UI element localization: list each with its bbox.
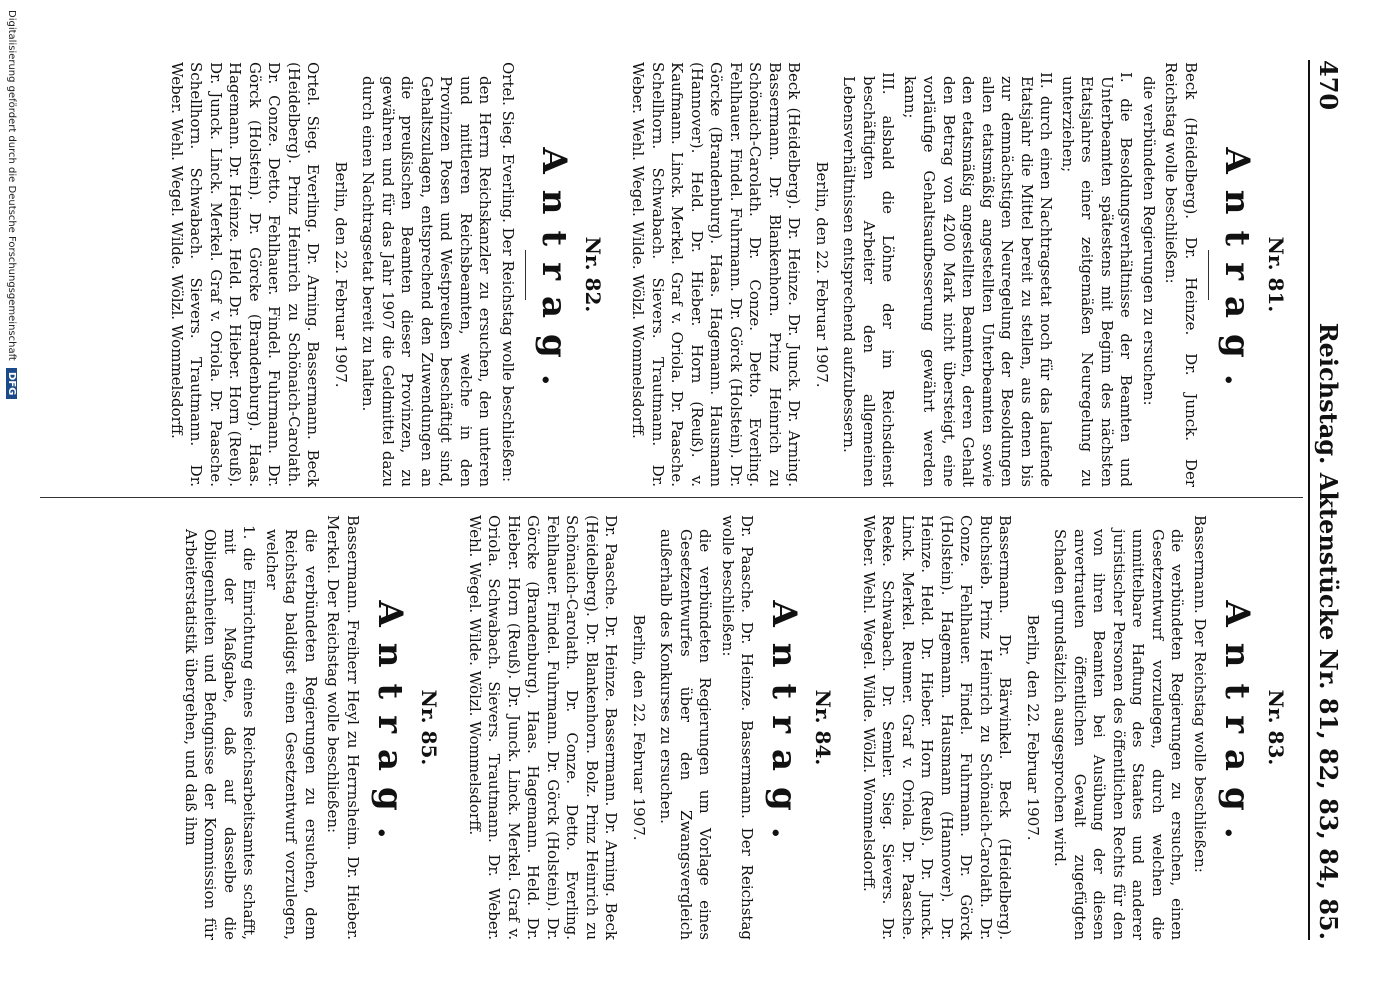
motion-number: Nr. 85.	[417, 689, 442, 766]
motion-82	[166, 62, 606, 487]
motion-83	[858, 515, 1289, 940]
running-title: Reichstag. Aktenstücke Nr. 81, 82, 83, 84, 85.	[1314, 322, 1343, 940]
motion-item: II. durch einen Nachtragsetat noch für das laufende Etatsjahr die Mittel bereit zu stellen, aus denen bis zur demnächstigen Neuregelung der Besoldungen allen etatsmäßig angestellten Unterbeamten sowie den etatsmäßig angestellten Beamten, deren Gehalt den Betrag von 4200 Mark nicht übersteigt, eine vorläufige Gehaltsaufbesserung gewährt werden kann;	[900, 72, 1056, 487]
motion-number: Nr. 82.	[580, 236, 605, 313]
motion-85	[180, 515, 442, 940]
right-column	[158, 515, 1297, 940]
signatories: Beck (Heidelberg). Dr. Heinze. Dr. Junck. Dr. Arning. Bassermann. Dr. Blankenhorn. Prinz Heinrich zu Schönaich-Carolath. Dr. Conze. Detto. Everling. Fehlhauer. Findel. Fuhrmann. Dr. Görck (Holstein). Dr. Görcke (Brandenburg). Haas. Hagemann. Hausmann (Hannover). Held. Dr. Hieber. Horn (Reuß). v. Kaufmann. Linck. Merkel. Graf v. Oriola. Dr. Paasche. Schellhorn. Schwabach. Sievers. Trautmann. Dr. Weber. Wehl. Wegel. Wilde. Wölzl. Wommelsdorff.	[629, 62, 804, 487]
motion-text: die verbündeten Regierungen um Vorlage eines Gesetzentwurfes über den Zwangsvergleich außerhalb des Konkurses zu ersuchen.	[657, 529, 715, 940]
motion-heading: Antrag.	[1217, 147, 1257, 402]
motion-81	[628, 62, 1289, 487]
header-rule	[1308, 60, 1310, 940]
motion-number: Nr. 83.	[1264, 689, 1288, 766]
motion-text: den Herrn Reichskanzler zu ersuchen, den unteren und mittleren Reichsbeamten, welche in den Provinzen Posen und Westpreußen beschäftigt sind, Gehaltszulagen, entsprechend den Zuwendungen an die preußischen Beamten dieser Provinzen, zu gewähren und für das Jahr 1907 die Geldmittel dazu durch einen Nachtragsetat bereit zu halten.	[359, 76, 495, 487]
left-column	[144, 62, 1297, 487]
motion-intro: Ortel. Sieg. Everling. Der Reichstag wolle beschließen:	[498, 62, 517, 482]
motion-intro: Bassermann. Freiherr Heyl zu Herrnsheim. Dr. Hieber. Merkel. Der Reichstag wolle beschließen:	[324, 515, 362, 940]
motion-intro: Bassermann. Der Reichstag wolle beschließen:	[1190, 515, 1209, 873]
credit-text: Digitalisierung gefördert durch die Deutsche Forschungsgemeinschaft	[6, 10, 17, 361]
signatories: Dr. Paasche. Dr. Heinze. Bassermann. Dr. Arning. Beck (Heidelberg). Dr. Blankenhorn. Bolz. Prinz Heinrich zu Schönaich-Carolath. Dr. Conze. Detto. Everling. Fehlhauer. Findel. Fuhrmann. Dr. Görck (Holstein). Dr. Görcke (Brandenburg). Haas. Hagemann. Held. Dr. Hieber. Horn (Reuß). Dr. Junck. Linck. Merkel. Graf v. Oriola. Schwabach. Sievers. Trautmann. Dr. Weber. Wehl. Wegel. Wilde. Wölzl. Wommelsdorff.	[465, 515, 621, 940]
motion-date: Berlin, den 22. Februar 1907.	[812, 161, 831, 388]
motion-intro: Dr. Paasche. Dr. Heinze. Bassermann. Der Reichstag wolle beschließen:	[718, 515, 757, 940]
digitization-credit	[6, 10, 17, 399]
column-divider	[40, 497, 1303, 498]
signatories: Ortel. Sieg. Everling. Dr. Arning. Bassermann. Beck (Heidelberg). Prinz Heinrich zu Schönaich-Carolath. Dr. Conze. Detto. Fehlhauer. Findel. Fuhrmann. Dr. Görck (Holstein). Dr. Görcke (Brandenburg). Haas. Hagemann. Dr. Heinze. Held. Dr. Hieber. Horn (Reuß). Dr. Junck. Linck. Merkel. Graf v. Oriola. Dr. Paasche. Schellhorn. Schwabach. Sievers. Trautmann. Dr. Weber. Wehl. Wegel. Wilde. Wölzl. Wommelsdorff.	[167, 62, 323, 487]
dfg-logo: DFG	[6, 368, 17, 399]
motion-item: I. die Besoldungsverhältnisse der Beamten und Unterbeamten spätestens mit Beginn des nächsten Etatsjahres einer zeitgemäßen Neuregelung zu unterziehen;	[1058, 72, 1136, 487]
signatories: Bassermann. Dr. Bärwinkel. Beck (Heidelberg). Buchsieb. Prinz Heinrich zu Schönaich-Carolath. Dr. Conze. Fehlhauer. Findel. Fuhrmann. Dr. Görck (Holstein). Hagemann. Hausmann (Hannover). Dr. Heinze. Held. Dr. Hieber. Horn (Reuß). Dr. Junck. Linck. Merkel. Reumer. Graf v. Oriola. Dr. Paasche. Reeke. Schwabach. Dr. Semler. Sieg. Sievers. Dr. Weber. Wehl. Wegel. Wilde. Wölzl. Wommelsdorff.	[859, 515, 1015, 940]
motion-text: die verbündeten Regierungen zu ersuchen, einen Gesetzentwurf vorzulegen, durch welchen die unmittelbare Haftung des Staates und anderer juristischer Personen des öffentlichen Rechts für den von ihren Beamten bei Ausübung der diesen anvertrauten öffentlichen Gewalt zugefügten Schaden grundsätzlich ausgesprochen wird.	[1051, 529, 1187, 940]
page-header	[1313, 60, 1343, 940]
motion-item: III. alsbald die Löhne der im Reichsdienst beschäftigten Arbeiter den allgemeinen Lebensverhältnissen entsprechend aufzubessern.	[840, 72, 898, 487]
motion-item: 1. die Einrichtung eines Reichsarbeitsamtes schafft, mit der Maßgabe, daß auf dasselbe die Obliegenheiten und Befugnisse der Kommission für Arbeiterstatistik übergehen, und daß ihm	[181, 525, 259, 940]
motion-heading: Antrag.	[1217, 600, 1257, 855]
motion-heading: Antrag.	[533, 147, 574, 402]
divider	[525, 250, 526, 300]
motion-heading: Antrag.	[370, 600, 411, 855]
motion-number: Nr. 81.	[1264, 236, 1288, 313]
motion-date: Berlin, den 22. Februar 1907.	[1023, 614, 1042, 841]
motion-text: die verbündeten Regierungen zu ersuchen:	[1139, 76, 1158, 406]
motion-number: Nr. 84.	[811, 689, 836, 766]
motion-date: Berlin, den 22. Februar 1907.	[331, 161, 350, 388]
divider	[1208, 250, 1209, 300]
motion-intro: Beck (Heidelberg). Dr. Heinze. Dr. Junck. Der Reichstag wolle beschließen:	[1162, 62, 1200, 487]
motion-date: Berlin, den 22. Februar 1907.	[629, 614, 648, 841]
motion-heading: Antrag.	[764, 600, 805, 855]
motion-text: die verbündeten Regierungen zu ersuchen, dem Reichstag baldigst einen Gesetzentwurf vorzulegen, welcher	[262, 529, 320, 940]
page-number: 470	[1314, 60, 1343, 111]
motion-84	[464, 515, 836, 940]
